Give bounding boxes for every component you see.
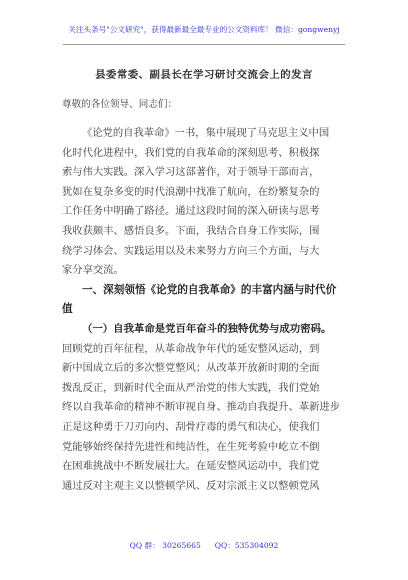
intro-line: 工作任务中明确了路径。通过这段时间的深入研读与思考 (62, 205, 320, 218)
subsection-line: 在困难挑战中不断发展壮大。在延安整风运动中，我们党 (62, 460, 320, 473)
subsection-heading: （一）自我革命是党百年奋斗的独特优势与成功密码。 (82, 322, 332, 335)
subsection-line: 终以自我革命的精神不断审视自身、推动自我提升、革新进步 (62, 401, 341, 414)
section-heading: 一、深刻领悟《论党的自我革命》的丰富内涵与时代价 (82, 283, 337, 296)
header-note: 关注头条号"公文研究"，获得最新最全最专业的公文资料库！ 微信：gongwenyj (68, 25, 340, 34)
intro-line: 家分享交流。 (62, 264, 124, 277)
intro-line: 犹如在复杂多变的时代浪潮中找准了航向，在纷繁复杂的 (62, 185, 320, 198)
header-divider (63, 44, 345, 45)
section-heading-continued: 值 (62, 303, 73, 316)
intro-line: 索与伟大实践。深入学习这部著作，对于领导干部而言， (62, 166, 320, 179)
subsection-line: 通过反对主观主义以整顿学风、反对宗派主义以整顿党风 (62, 479, 320, 492)
subsection-line: 正是这种勇于刀刃向内、刮骨疗毒的勇气和决心，使我们 (62, 420, 320, 433)
subsection-line: 新中国成立后的多次整党整风；从改革开放新时期的全面 (62, 362, 320, 375)
intro-line: 《论党的自我革命》一书，集中展现了马克思主义中国 (82, 127, 330, 139)
intro-line: 我收获颇丰、感悟良多。下面，我结合自身工作实际，围 (62, 224, 320, 237)
subsection-line: 回顾党的百年征程，从革命战争年代的延安整风运动，到 (62, 342, 320, 355)
footer-qq: QQ：535304092 (214, 541, 279, 550)
subsection-line: 党能够始终保持先进性和纯洁性，在生死考验中屹立不倒 (62, 440, 320, 453)
footer-note (0, 540, 408, 551)
subsection-line: 拨乱反正，到新时代全面从严治党的伟大实践，我们党始 (62, 381, 320, 394)
intro-line: 化时代化进程中，我们党的自我革命的深刻思考、积极探 (62, 146, 320, 159)
intro-line: 绕学习体会、实践运用以及未来努力方向三个方面，与大 (62, 244, 320, 257)
document-body (62, 124, 350, 496)
salutation: 尊敬的各位领导、同志们： (62, 99, 178, 110)
footer-qq-group: QQ 群： 30265665 (129, 541, 201, 550)
document-title: 县委常委、副县长在学习研讨交流会上的发言 (95, 69, 313, 81)
